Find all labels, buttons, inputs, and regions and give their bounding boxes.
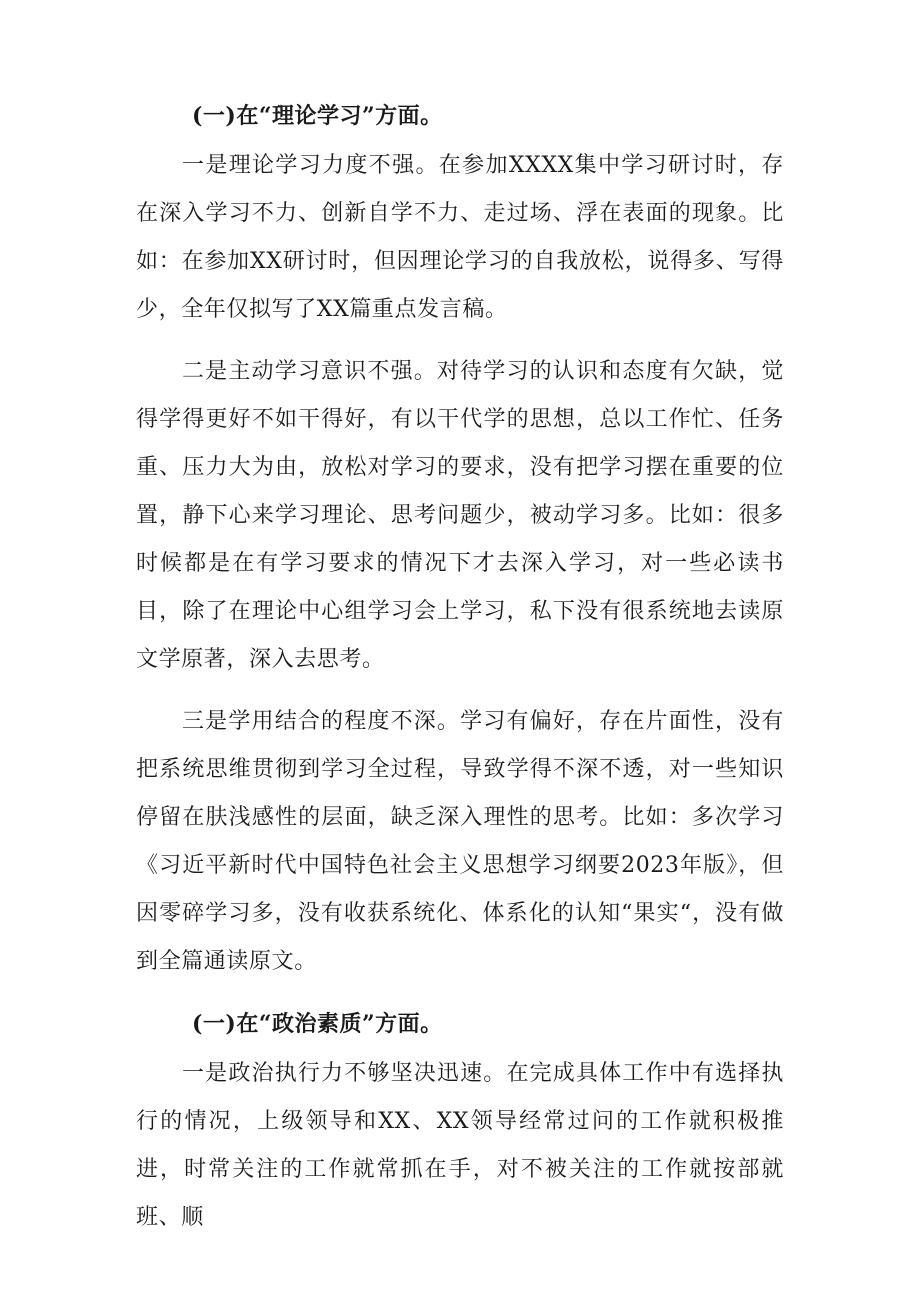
paragraph-theory-2: 二是主动学习意识不强。对待学习的认识和态度有欠缺，觉得学得更好不如干得好，有以干代学的思想，总以工作忙、任务重、压力大为由，放松对学习的要求，没有把学习摆在重要的位置，静下心来学习理论、思考问题少，被动学习多。比如：很多时候都是在有学习要求的情况下才去深入学习，对一些必读书目，除了在理论中心组学习会上学习，私下没有很系统地去读原文学原著，深入去思考。: [136, 359, 784, 672]
section-heading-politics: (一)在“政治素质”方面。: [192, 1011, 443, 1037]
paragraph-theory-3: 三是学用结合的程度不深。学习有偏好，存在片面性，没有把系统思维贯彻到学习全过程，导致学得不深不透，对一些知识停留在肤浅感性的层面，缺乏深入理性的思考。比如：多次学习《习近平新时代中国特色社会主义思想学习纲要2023年版》，但因零碎学习多，没有收获系统化、体系化的认知“果实“，没有做到全篇通读原文。: [136, 709, 784, 974]
paragraph-politics-1: 一是政治执行力不够坚决迅速。在完成具体工作中有选择执行的情况，上级领导和XX、XX领导经常过问的工作就积极推进，时常关注的工作就常抓在手，对不被关注的工作就按部就班、顺: [136, 1061, 784, 1230]
section-heading-theory: (一)在“理论学习”方面。: [192, 103, 443, 129]
document-page: [136, 92, 784, 1256]
paragraph-theory-1: 一是理论学习力度不强。在参加XXXX集中学习研讨时，存在深入学习不力、创新自学不力、走过场、浮在表面的现象。比如：在参加XX研讨时，但因理论学习的自我放松，说得多、写得少，全年仅拟写了XX篇重点发言稿。: [136, 153, 784, 322]
